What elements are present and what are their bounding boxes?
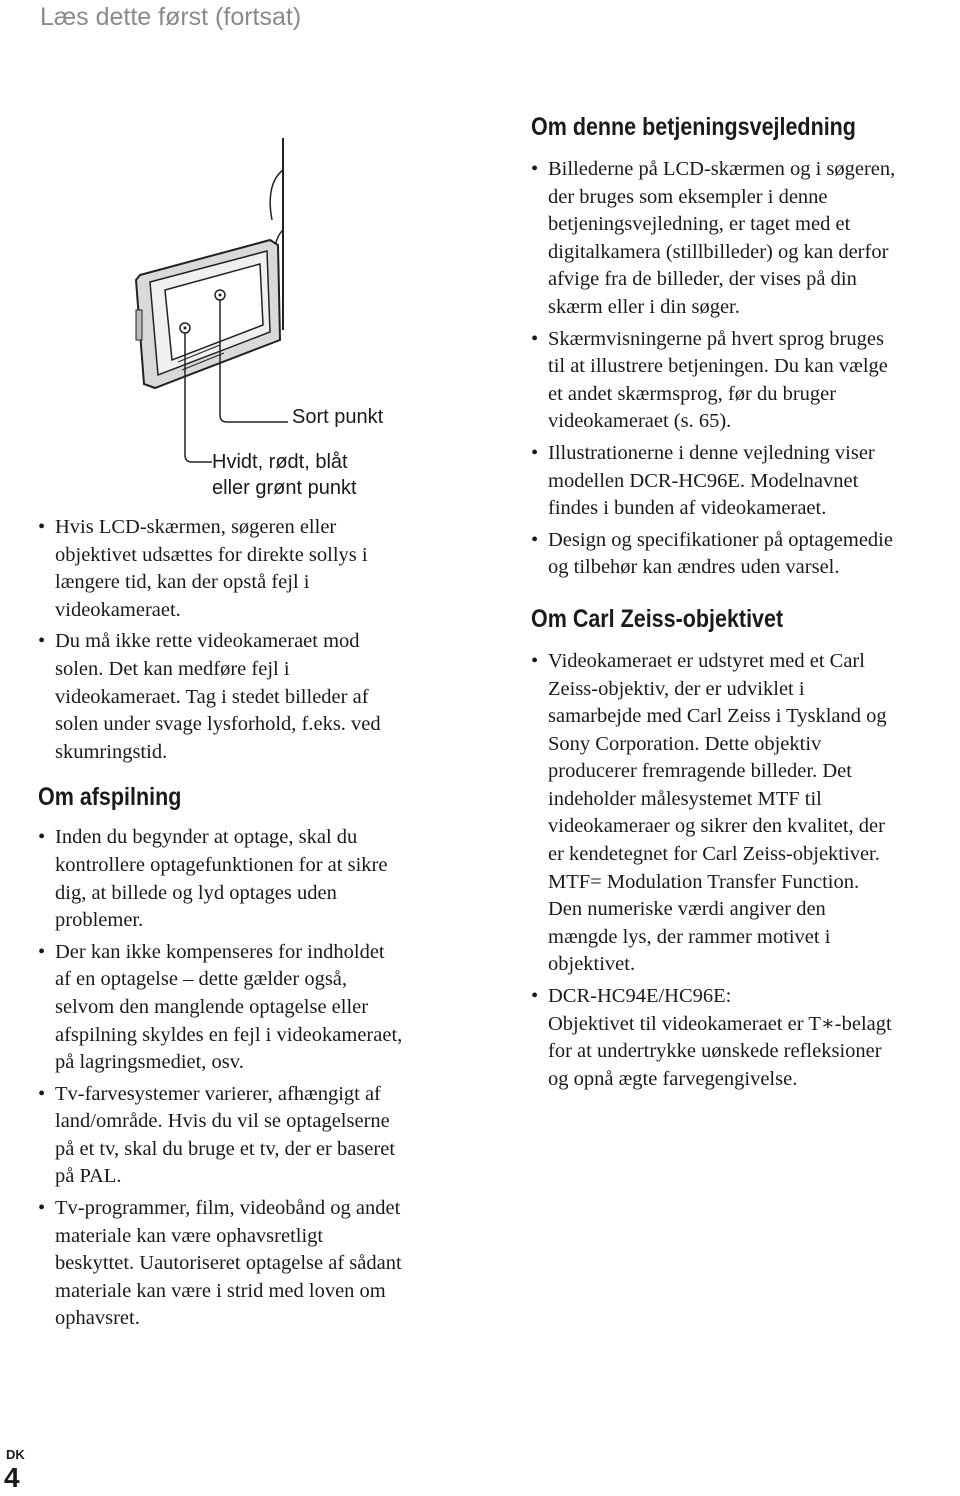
list-item: • Der kan ikke kompenseres for indholdet af en optagelse – dette gælder også, selvom den manglende optagelse eller afspilning skyldes en fejl i videokameraet, på lagringsmediet, osv. (38, 939, 478, 1077)
list-item: • DCR-HC94E/HC96E: Objektivet til videokameraet er T∗-belagt for at undertrykke uønskede refleksioner og opnå ægte farvegengivelse. (531, 983, 960, 1093)
list-item: • Inden du begynder at optage, skal du kontrollere optagefunktionen for at sikre dig, at billede og lyd optages uden problemer. (38, 824, 478, 934)
page-header-title: Læs dette først (fortsat) (40, 3, 302, 31)
right-column (531, 110, 960, 1097)
language-code: DK (6, 1447, 25, 1462)
list-item: • Du må ikke rette videokameraet mod solen. Det kan medføre fejl i videokameraet. Tag i stedet billeder af solen under svage lysforhold, f.eks. ved skumringstid. (38, 628, 478, 766)
list-item: • Billederne på LCD-skærmen og i søgeren, der bruges som eksempler i denne betjeningsvejledning, er taget med et digitalkamera (stillbilleder) og kan derfor afvige fra de billeder, der vises på din skærm eller i din søger. (531, 156, 960, 322)
zeiss-bullet-list (531, 648, 960, 1094)
section-title-manual: Om denne betjeningsvejledning (531, 113, 856, 141)
intro-bullet-list (38, 514, 478, 766)
list-item: • Design og specifikationer på optagemedie og tilbehør kan ændres uden varsel. (531, 527, 960, 582)
page-number: 4 (4, 1462, 20, 1493)
left-column (38, 514, 478, 1337)
colored-dot-label: Hvidt, rødt, blåt eller grønt punkt (212, 451, 357, 499)
black-dot-label: Sort punkt (292, 406, 384, 428)
list-item: • Videokameraet er udstyret med et Carl Zeiss-objektiv, der er udviklet i samarbejde med Carl Zeiss i Tyskland og Sony Corporation. Dette objektiv producerer fremragende billeder. Det indeholder målesystemet MTF til videokameraer og sikrer den kvalitet, der er kendetegnet for Carl Zeiss-objektiver. MTF= Modulation Transfer Function. Den numeriske værdi angiver den mængde lys, der rammer motivet i objektivet. (531, 648, 960, 979)
list-item: • Tv-farvesystemer varierer, afhængigt af land/område. Hvis du vil se optagelserne på et tv, skal du bruge et tv, der er baseret på PAL. (38, 1081, 478, 1191)
list-item: • Illustrationerne i denne vejledning viser modellen DCR-HC96E. Modelnavnet findes i bunden af videokameraet. (531, 440, 960, 523)
manual-bullet-list (531, 156, 960, 582)
list-item: • Tv-programmer, film, videobånd og andet materiale kan være ophavsretligt beskyttet. Uautoriseret optagelse af sådant materiale kan være i strid med loven om ophavsret. (38, 1195, 478, 1333)
playback-bullet-list (38, 824, 478, 1333)
list-item: • Hvis LCD-skærmen, søgeren eller objektivet udsættes for direkte sollys i længere tid, kan der opstå fejl i videokameraet. (38, 514, 478, 624)
section-title-zeiss: Om Carl Zeiss-objektivet (531, 604, 784, 633)
list-item: • Skærmvisningerne på hvert sprog bruges til at illustrere betjeningen. Du kan vælge et andet skærmsprog, før du bruger videokameraet (s. 65). (531, 326, 960, 436)
section-title-playback: Om afspilning (38, 783, 182, 812)
